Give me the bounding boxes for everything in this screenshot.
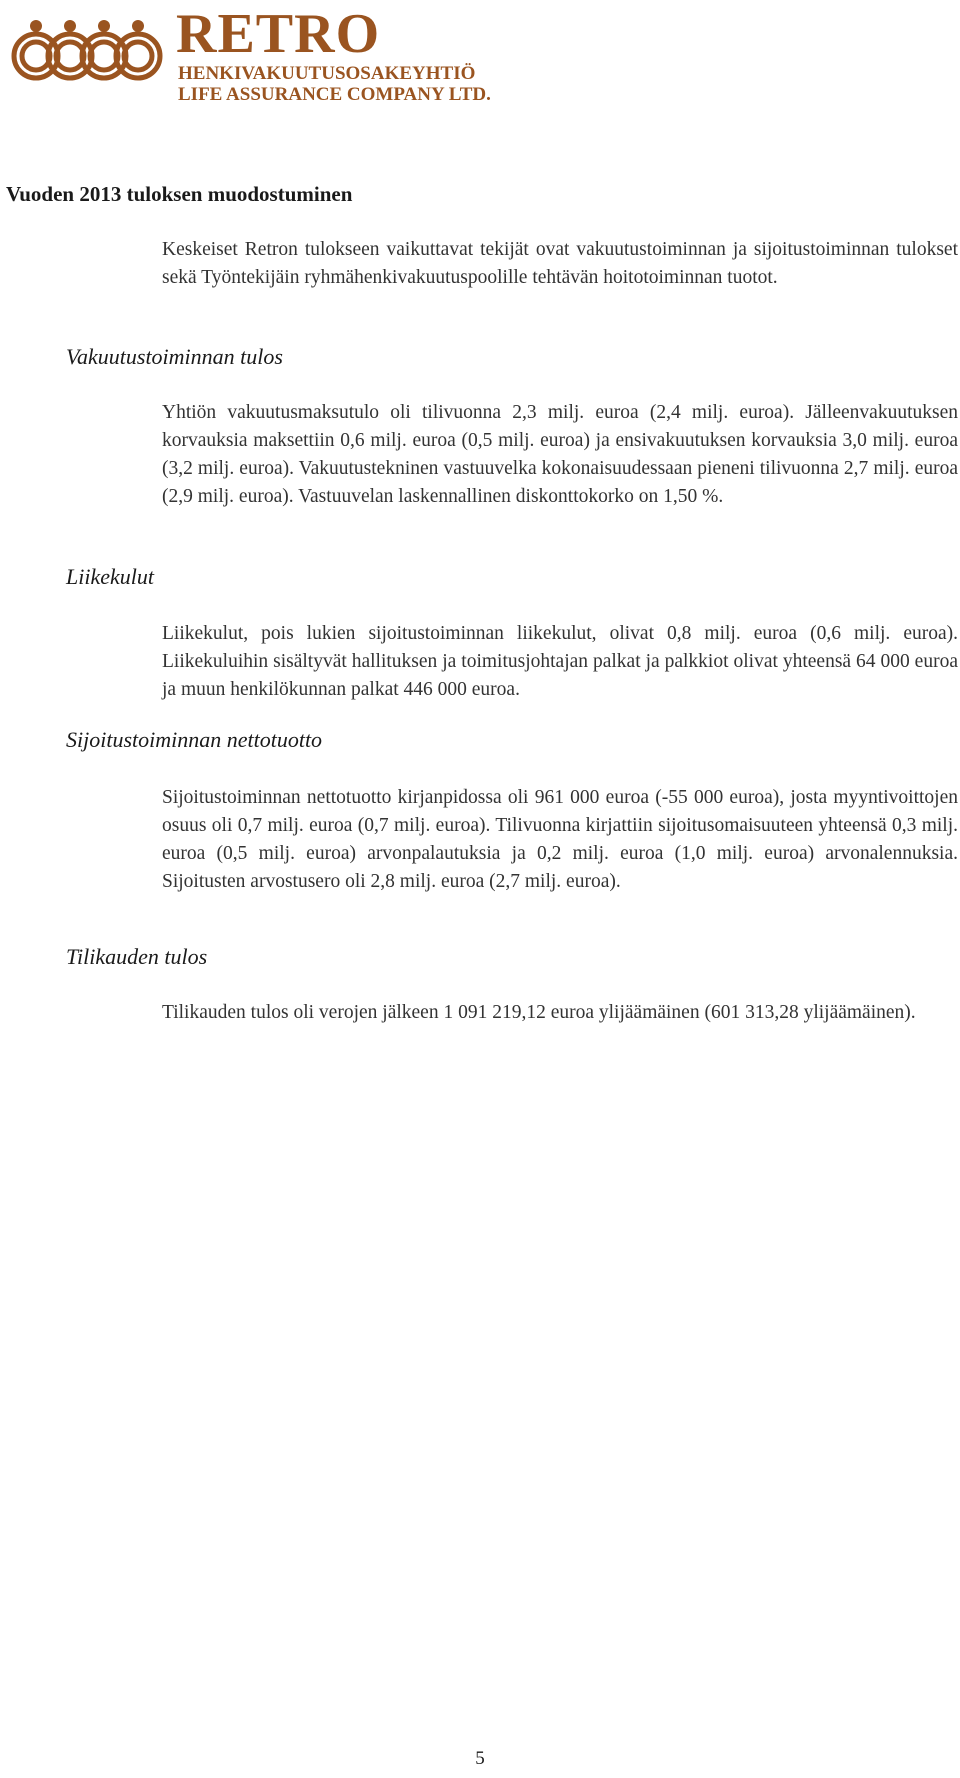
company-name-english: LIFE ASSURANCE COMPANY LTD. <box>178 84 491 105</box>
section-text-vakuutustoiminta: Yhtiön vakuutusmaksutulo oli tilivuonna 2,3 milj. euroa (2,4 milj. euroa). Jälleenvakuutuksen korvauksia maksettiin 0,6 milj. euroa (0,5 milj. euroa) ja ensivakuutuksen korvauksia 3,0 milj. euroa (3,2 milj. euroa). Vakuutustekninen vastuuvelka kokonaisuudessaan pieneni tilivuonna 2,7 milj. euroa (2,9 milj. euroa). Vastuuvelan laskennallinen diskonttokorko on 1,50 %. <box>162 402 958 507</box>
retro-emblem-icon <box>8 8 168 104</box>
brand-name: RETRO <box>176 3 381 65</box>
company-logo <box>8 3 528 105</box>
company-name-finnish: HENKIVAKUUTUSOSAKEYHTIÖ <box>178 63 476 84</box>
section-text-liikekulut: Liikekulut, pois lukien sijoitustoiminnan liikekulut, olivat 0,8 milj. euroa (0,6 milj. euroa). Liikekuluihin sisältyvät hallituksen ja toimitusjohtajan palkat ja palkkiot olivat yhteensä 64 000 euroa ja muun henkilökunnan palkat 446 000 euroa. <box>162 623 958 700</box>
section-heading-tilikauden-tulos: Tilikauden tulos <box>66 944 208 969</box>
document-title: Vuoden 2013 tuloksen muodostuminen <box>6 182 353 206</box>
section-heading-vakuutustoiminta: Vakuutustoiminnan tulos <box>66 344 283 369</box>
section-text-sijoitustoiminta: Sijoitustoiminnan nettotuotto kirjanpidossa oli 961 000 euroa (-55 000 euroa), josta myyntivoittojen osuus oli 0,7 milj. euroa (0,7 milj. euroa). Tilivuonna kirjattiin sijoitusomaisuuteen yhteensä 0,3 milj. euroa (0,5 milj. euroa) arvonpalautuksia ja 0,2 milj. euroa (1,0 milj. euroa) arvonalennuksia. Sijoitusten arvostusero oli 2,8 milj. euroa (2,7 milj. euroa). <box>162 787 958 892</box>
page-number: 5 <box>475 1748 485 1769</box>
section-text-tilikauden-tulos: Tilikauden tulos oli verojen jälkeen 1 091 219,12 euroa ylijäämäinen (601 313,28 ylijäämäinen). <box>162 1002 916 1023</box>
section-heading-sijoitustoiminta: Sijoitustoiminnan nettotuotto <box>66 727 323 752</box>
intro-paragraph: Keskeiset Retron tulokseen vaikuttavat tekijät ovat vakuutustoiminnan ja sijoitustoiminnan tulokset sekä Työntekijäin ryhmähenkivakuutuspoolille tehtävän hoitotoiminnan tuotot. <box>162 239 958 288</box>
section-heading-liikekulut: Liikekulut <box>66 564 154 589</box>
